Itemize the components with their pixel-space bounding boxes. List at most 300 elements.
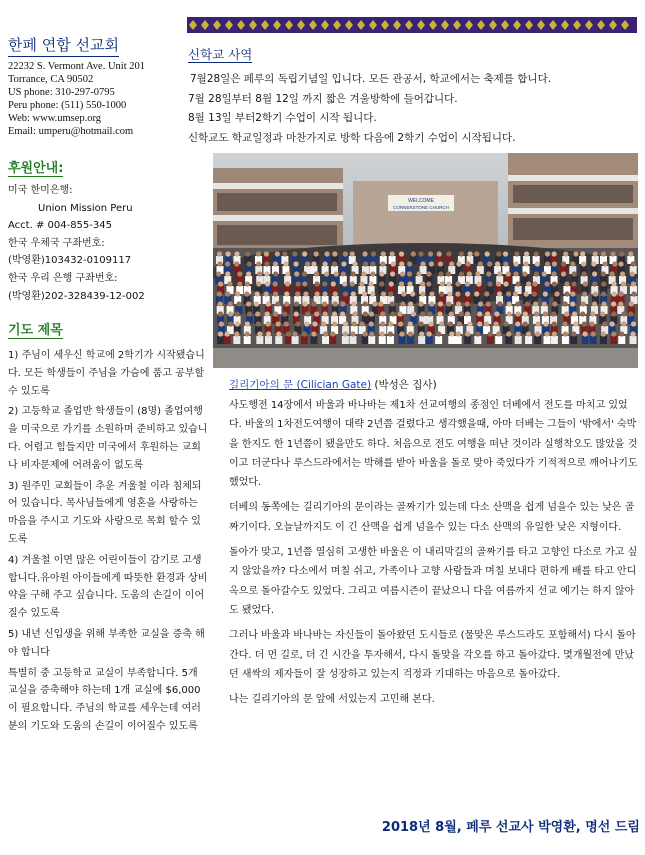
crowd-head [324, 251, 329, 256]
crowd-head [227, 281, 232, 286]
crowd-head [437, 311, 442, 316]
crowd-head [601, 301, 606, 306]
support-line: (박영환)202-328439-12-002 [8, 290, 145, 302]
crowd-body [448, 336, 455, 344]
crowd-head [618, 301, 623, 306]
crowd-body [474, 336, 481, 344]
crowd-head [496, 331, 501, 336]
crowd-head [544, 331, 549, 336]
crowd-head [465, 311, 470, 316]
crowd-head [601, 251, 606, 256]
crowd-head [524, 251, 529, 256]
crowd-head [419, 321, 424, 326]
crowd-head [311, 261, 316, 266]
crowd-head [380, 311, 385, 316]
crowd-head [273, 261, 278, 266]
crowd-head [465, 301, 470, 306]
crowd-head [295, 321, 300, 326]
crowd-head [264, 291, 269, 296]
crowd-head [264, 271, 269, 276]
crowd-head [225, 291, 230, 296]
crowd-head [630, 331, 635, 336]
crowd-body [224, 336, 231, 344]
crowd-head [369, 311, 374, 316]
gate-heading [229, 377, 437, 392]
signature: 2018년 8월, 페루 선교사 박영환, 명선 드림 [381, 820, 640, 835]
crowd-head [506, 291, 511, 296]
crowd-head [449, 331, 454, 336]
crowd-head [612, 291, 617, 296]
crowd-head [370, 291, 375, 296]
crowd-head [552, 301, 557, 306]
crowd-head [551, 271, 556, 276]
crowd-head [456, 261, 461, 266]
crowd-body [435, 336, 442, 344]
crowd-head [612, 261, 617, 266]
crowd-head [619, 251, 624, 256]
crowd-head [237, 271, 242, 276]
crowd-head [522, 271, 527, 276]
crowd-body [426, 336, 433, 344]
crowd-head [247, 311, 252, 316]
crowd-head [296, 281, 301, 286]
crowd-head [388, 331, 393, 336]
gate-paragraph: 그러나 바울과 바나바는 자신들이 돌아왔던 도시들로 (물맞은 루스드라도 포함해서) 다시 돌아간다. 더 먼 길로, 더 긴 시간을 투자해서, 다시 돌맞을 각오를 하고 돌아갔다. 몇개월전에 만났던 새싹의 제자들이 잘 성장하고 있는지 걱정과 기대하는 마음으로 돌아갔다. [229, 630, 636, 680]
crowd-head [225, 271, 230, 276]
crowd-head [379, 281, 384, 286]
crowd-head [484, 291, 489, 296]
crowd-head [273, 281, 278, 286]
crowd-head [563, 251, 568, 256]
crowd-head [399, 331, 404, 336]
crowd-head [488, 331, 493, 336]
crowd-head [496, 281, 501, 286]
crowd-body [610, 336, 617, 344]
crowd-head [350, 251, 355, 256]
crowd-head [526, 331, 531, 336]
crowd-head [582, 291, 587, 296]
crowd-head [323, 311, 328, 316]
crowd-head [257, 271, 262, 276]
crowd-head [303, 291, 308, 296]
crowd-head [400, 301, 405, 306]
photo-banner-line2: CORNERSTONE CHURCH [393, 205, 449, 210]
crowd-head [601, 291, 606, 296]
crowd-head [611, 311, 616, 316]
crowd-head [408, 321, 413, 326]
crowd-head [352, 321, 357, 326]
crowd-head [420, 281, 425, 286]
crowd-head [351, 301, 356, 306]
crowd-head [411, 311, 416, 316]
crowd-body [407, 336, 414, 344]
crowd-head [391, 261, 396, 266]
crowd-head [370, 261, 375, 266]
crowd-head [315, 281, 320, 286]
school-line: 8월 13일 부터2학기 수업이 시작 됩니다. [188, 112, 377, 124]
crowd-head [503, 321, 508, 326]
crowd-head [234, 251, 239, 256]
crowd-head [456, 301, 461, 306]
crowd-head [515, 311, 520, 316]
crowd-head [218, 331, 223, 336]
crowd-head [398, 321, 403, 326]
crowd-head [294, 271, 299, 276]
crowd-body [233, 336, 240, 344]
crowd-head [570, 301, 575, 306]
crowd-head [455, 281, 460, 286]
crowd-head [572, 311, 577, 316]
crowd-head [629, 301, 634, 306]
crowd-body [256, 336, 263, 344]
crowd-head [324, 271, 329, 276]
crowd-head [590, 311, 595, 316]
crowd-head [564, 311, 569, 316]
crowd-head [631, 261, 636, 266]
crowd-head [563, 331, 568, 336]
crowd-head [592, 281, 597, 286]
crowd-head [369, 281, 374, 286]
crowd-head [276, 331, 281, 336]
crowd-head [217, 261, 222, 266]
crowd-head [515, 321, 520, 326]
crowd-head [400, 271, 405, 276]
crowd-head [254, 301, 259, 306]
crowd-head [381, 251, 386, 256]
crowd-head [390, 251, 395, 256]
crowd-head [523, 321, 528, 326]
crowd-head [487, 281, 492, 286]
crowd-body [551, 336, 558, 344]
crowd-head [264, 251, 269, 256]
crowd-head [524, 291, 529, 296]
crowd-head [503, 281, 508, 286]
crowd-head [266, 331, 271, 336]
crowd-head [621, 311, 626, 316]
school-body [188, 70, 638, 148]
crowd-head [378, 301, 383, 306]
crowd-head [418, 301, 423, 306]
crowd-head [485, 251, 490, 256]
crowd-head [611, 331, 616, 336]
crowd-head [314, 271, 319, 276]
crowd-head [351, 271, 356, 276]
crowd-head [475, 271, 480, 276]
crowd-head [235, 291, 240, 296]
crowd-head [256, 281, 261, 286]
crowd-head [332, 261, 337, 266]
crowd-head [487, 261, 492, 266]
crowd-body [562, 336, 569, 344]
prayer-item: 3) 원주민 교회들이 추운 겨울철 이라 침체되어 있습니다. 목사님들에게 영혼을 사랑하는 마음을 주시고 기도와 사랑으로 목회 할수 있도록 [8, 480, 202, 545]
crowd-head [583, 331, 588, 336]
crowd-head [234, 261, 239, 266]
crowd-head [363, 311, 368, 316]
crowd-head [507, 301, 512, 306]
crowd-head [543, 321, 548, 326]
crowd-head [420, 311, 425, 316]
support-lines [8, 182, 183, 305]
crowd-body [329, 336, 336, 344]
crowd-body [265, 336, 272, 344]
crowd-head [285, 271, 290, 276]
crowd-head [294, 301, 299, 306]
crowd-head [322, 291, 327, 296]
crowd-head [304, 321, 309, 326]
crowd-head [619, 331, 624, 336]
crowd-head [282, 251, 287, 256]
crowd-head [397, 311, 402, 316]
crowd-head [343, 251, 348, 256]
crowd-head [235, 321, 240, 326]
gate-heading-link[interactable]: 길리기아의 문 (Cilician Gate) [229, 379, 372, 391]
crowd-head [419, 331, 424, 336]
address-line: 22232 S. Vermont Ave. Unit 201 [8, 61, 145, 72]
crowd-head [429, 301, 434, 306]
crowd-head [390, 271, 395, 276]
crowd-head [314, 251, 319, 256]
crowd-head [305, 261, 310, 266]
address-block [8, 60, 183, 138]
crowd-head [286, 331, 291, 336]
prayer-item: 1) 주님이 세우신 학교에 2학기가 시작됐습니다. 모든 학생들이 주님을 가슴에 품고 공부할수 있도록 [8, 350, 205, 397]
crowd-head [610, 251, 615, 256]
crowd-head [494, 311, 499, 316]
crowd-head [332, 251, 337, 256]
crowd-head [457, 321, 462, 326]
crowd-head [485, 311, 490, 316]
crowd-head [570, 291, 575, 296]
crowd-head [331, 281, 336, 286]
prayer-item: 4) 겨울철 이면 많은 어린이들이 감기로 고생합니다.유아원 아이들에게 따뜻한 환경과 상비약을 구해 주고 싶습니다. 도움의 손길이 이어질수 있도록 [8, 554, 208, 620]
prayer-item: 5) 내년 신입생을 위해 부족한 교실을 증축 해야 합니다 [8, 628, 205, 658]
crowd-head [446, 281, 451, 286]
decorative-border [187, 17, 637, 33]
crowd-head [439, 321, 444, 326]
crowd-head [516, 281, 521, 286]
crowd-head [380, 331, 385, 336]
crowd-head [542, 301, 547, 306]
crowd-head [266, 301, 271, 306]
crowd-head [570, 261, 575, 266]
crowd-head [293, 261, 298, 266]
crowd-head [618, 261, 623, 266]
crowd-head [600, 311, 605, 316]
crowd-head [543, 311, 548, 316]
border-pattern [187, 17, 637, 33]
crowd-head [602, 321, 607, 326]
crowd-head [420, 261, 425, 266]
crowd-head [447, 291, 452, 296]
crowd-head [564, 291, 569, 296]
crowd-head [362, 291, 367, 296]
crowd-head [486, 271, 491, 276]
crowd-head [592, 271, 597, 276]
crowd-head [228, 311, 233, 316]
crowd-body [275, 336, 282, 344]
crowd-head [334, 271, 339, 276]
crowd-head [533, 301, 538, 306]
crowd-head [266, 321, 271, 326]
email: Email: umperu@hotmail.com [8, 126, 134, 137]
crowd-head [620, 271, 625, 276]
crowd-head [503, 251, 508, 256]
prayer-item: 2) 고등학교 졸업반 학생들이 (8명) 졸업여행을 미국으로 가기를 소원하며 준비하고 있습니다. 어렵고 힘들지만 미국에서 후원하는 교회나 비자문제에 어려움이 없도록 [8, 406, 208, 471]
crowd-head [572, 271, 577, 276]
crowd-head [312, 321, 317, 326]
crowd-head [399, 251, 404, 256]
crowd-head [563, 301, 568, 306]
crowd-head [408, 301, 413, 306]
crowd-head [580, 251, 585, 256]
crowd-head [225, 261, 230, 266]
crowd-head [314, 311, 319, 316]
crowd-head [506, 271, 511, 276]
crowd-head [225, 251, 230, 256]
crowd-head [245, 251, 250, 256]
crowd-head [438, 301, 443, 306]
crowd-body [464, 336, 471, 344]
crowd-head [552, 251, 557, 256]
crowd-head [593, 291, 598, 296]
crowd-head [363, 261, 368, 266]
school-heading: 신학교 사역 [188, 47, 253, 62]
crowd-head [601, 331, 606, 336]
crowd-head [352, 261, 357, 266]
gate-body [229, 396, 638, 715]
crowd-head [285, 281, 290, 286]
crowd-head [581, 261, 586, 266]
crowd-head [283, 261, 288, 266]
crowd-head [495, 261, 500, 266]
crowd-head [532, 291, 537, 296]
crowd-head [543, 291, 548, 296]
crowd-head [436, 331, 441, 336]
school-line: 7월28일은 페루의 독립기념일 입니다. 모든 관공서, 학교에서는 축제를 합니다. [190, 73, 552, 85]
crowd-head [484, 321, 489, 326]
crowd-head [514, 251, 519, 256]
crowd-head [593, 251, 598, 256]
crowd-head [573, 251, 578, 256]
crowd-head [475, 331, 480, 336]
crowd-head [369, 321, 374, 326]
crowd-head [341, 261, 346, 266]
crowd-head [418, 251, 423, 256]
crowd-head [333, 301, 338, 306]
crowd-head [631, 321, 636, 326]
crowd-body [618, 336, 625, 344]
prayer-list [8, 347, 208, 736]
crowd-head [428, 251, 433, 256]
crowd-head [448, 321, 453, 326]
crowd-head [497, 271, 502, 276]
address-line: Torrance, CA 90502 [8, 74, 94, 85]
crowd-head [456, 331, 461, 336]
crowd-head [311, 301, 316, 306]
crowd-head [218, 281, 223, 286]
crowd-body [292, 336, 299, 344]
crowd-head [552, 261, 557, 266]
crowd-head [601, 281, 606, 286]
crowd-head [562, 321, 567, 326]
crowd-head [610, 271, 615, 276]
crowd-head [582, 271, 587, 276]
crowd-head [302, 301, 307, 306]
crowd-head [506, 331, 511, 336]
crowd-head [218, 301, 223, 306]
crowd-head [330, 331, 335, 336]
crowd-head [264, 261, 269, 266]
crowd-head [371, 251, 376, 256]
crowd-head [341, 271, 346, 276]
crowd-head [477, 311, 482, 316]
crowd-head [359, 281, 364, 286]
crowd-head [621, 321, 626, 326]
crowd-head [322, 301, 327, 306]
support-line: Acct. # 004-855-345 [8, 220, 112, 232]
crowd-head [580, 311, 585, 316]
crowd-head [219, 321, 224, 326]
crowd-head [523, 261, 528, 266]
support-line: 한국 우리 은행 구좌번호: [8, 272, 118, 284]
crowd-head [534, 311, 539, 316]
crowd-head [427, 311, 432, 316]
crowd-head [583, 281, 588, 286]
crowd-head [535, 331, 540, 336]
crowd-head [526, 281, 531, 286]
crowd-head [255, 311, 260, 316]
crowd-head [429, 291, 434, 296]
crowd-body [310, 336, 317, 344]
crowd-head [381, 291, 386, 296]
crowd-body [322, 336, 329, 344]
crowd-head [401, 291, 406, 296]
crowd-head [217, 291, 222, 296]
crowd-head [516, 331, 521, 336]
crowd-head [534, 271, 539, 276]
crowd-head [245, 281, 250, 286]
crowd-head [545, 261, 550, 266]
crowd-head [561, 271, 566, 276]
crowd-head [631, 281, 636, 286]
crowd-head [322, 261, 327, 266]
crowd-body [590, 336, 597, 344]
crowd-head [589, 321, 594, 326]
crowd-body [368, 336, 375, 344]
photo-banner-line1: WELCOME [408, 198, 434, 204]
crowd-head [216, 271, 221, 276]
crowd-head [292, 331, 297, 336]
crowd-head [284, 291, 289, 296]
crowd-body [349, 336, 356, 344]
crowd-head [478, 261, 483, 266]
crowd-head [389, 281, 394, 286]
crowd-head [343, 321, 348, 326]
prayer-section [8, 319, 208, 739]
crowd-head [410, 291, 415, 296]
crowd-head [340, 301, 345, 306]
crowd-head [372, 301, 377, 306]
crowd-head [535, 321, 540, 326]
prayer-item: 특별히 중 고등학교 교실이 부족합니다. 5개 교실을 증축해야 하는데 1개 교실에 $6,000 이 필요합니다. 주님의 학교를 세우는데 여러분의 기도와 도움의 손길이 이어질수 있도록 [8, 667, 201, 732]
crowd-head [305, 311, 310, 316]
crowd-head [507, 311, 512, 316]
crowd-head [513, 291, 518, 296]
crowd-head [602, 261, 607, 266]
crowd-head [440, 281, 445, 286]
crowd-body [362, 336, 369, 344]
crowd-body [379, 336, 386, 344]
